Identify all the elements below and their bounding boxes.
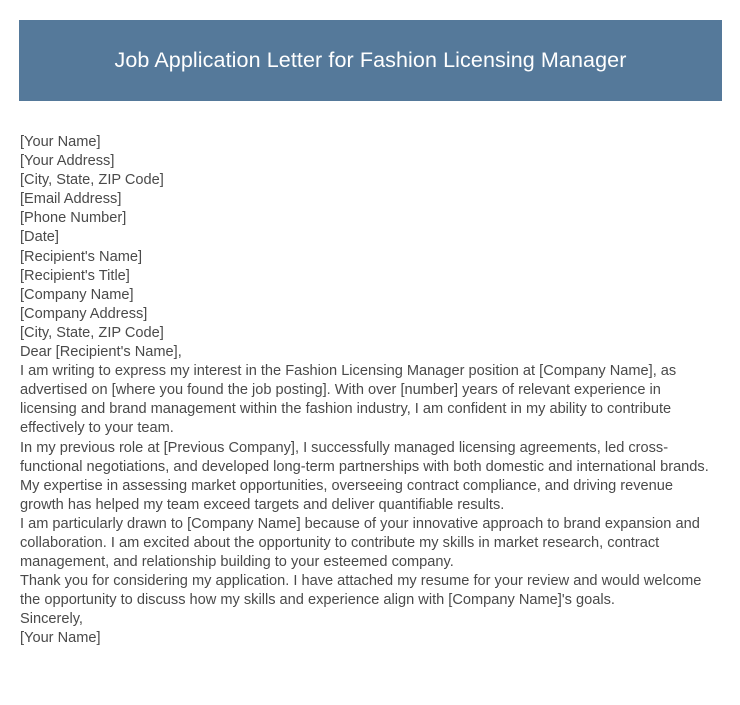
sender-line-address: [Your Address] [20,153,115,170]
letter-body [20,133,719,649]
recipient-line-address: [Company Address] [20,305,148,322]
letter-paragraph-4: Thank you for considering my application. I have attached my resume for your review and would welcome the opportunity to discuss how my skills and experience align with [Company Name]'s goals. [20,573,702,609]
salutation: Dear [Recipient's Name], [20,344,182,361]
recipient-line-city: [City, State, ZIP Code] [20,324,164,341]
closing-line: Sincerely, [20,611,83,628]
recipient-line-name: [Recipient's Name] [20,248,143,265]
signature-block [20,610,719,648]
document-header-banner [19,20,722,101]
letter-paragraph-2: In my previous role at [Previous Company], I successfully managed licensing agreements, led cross-functional negotiations, and developed long-term partnerships with both domestic and international brands. My expertise in assessing market opportunities, overseeing contract compliance, and driving revenue growth has helped my team exceed targets and deliver quantifiable results. [20,439,709,513]
sender-address-block [20,133,719,248]
signature-line: [Your Name] [20,630,101,647]
letter-paragraphs [20,362,719,610]
sender-line-name: [Your Name] [20,134,101,150]
sender-line-email: [Email Address] [20,191,122,208]
sender-line-city: [City, State, ZIP Code] [20,172,164,189]
page-title: Job Application Letter for Fashion Licensing Manager [114,47,627,72]
letter-paragraph-3: I am particularly drawn to [Company Name] because of your innovative approach to brand expansion and collaboration. I am excited about the opportunity to contribute my skills in market research, contract management, and relationship building to your esteemed company. [20,515,700,571]
recipient-address-block [20,248,719,343]
letter-paragraph-1: I am writing to express my interest in the Fashion Licensing Manager position at [Company Name], as advertised on [where you found the job posting]. With over [number] years of relevant experience in licensing and brand management within the fashion industry, I am confident in my ability to contribute effectively to your team. [20,363,677,437]
recipient-line-title: [Recipient's Title] [20,267,130,284]
recipient-line-company: [Company Name] [20,286,134,303]
sender-line-date: [Date] [20,229,59,246]
sender-line-phone: [Phone Number] [20,210,127,227]
